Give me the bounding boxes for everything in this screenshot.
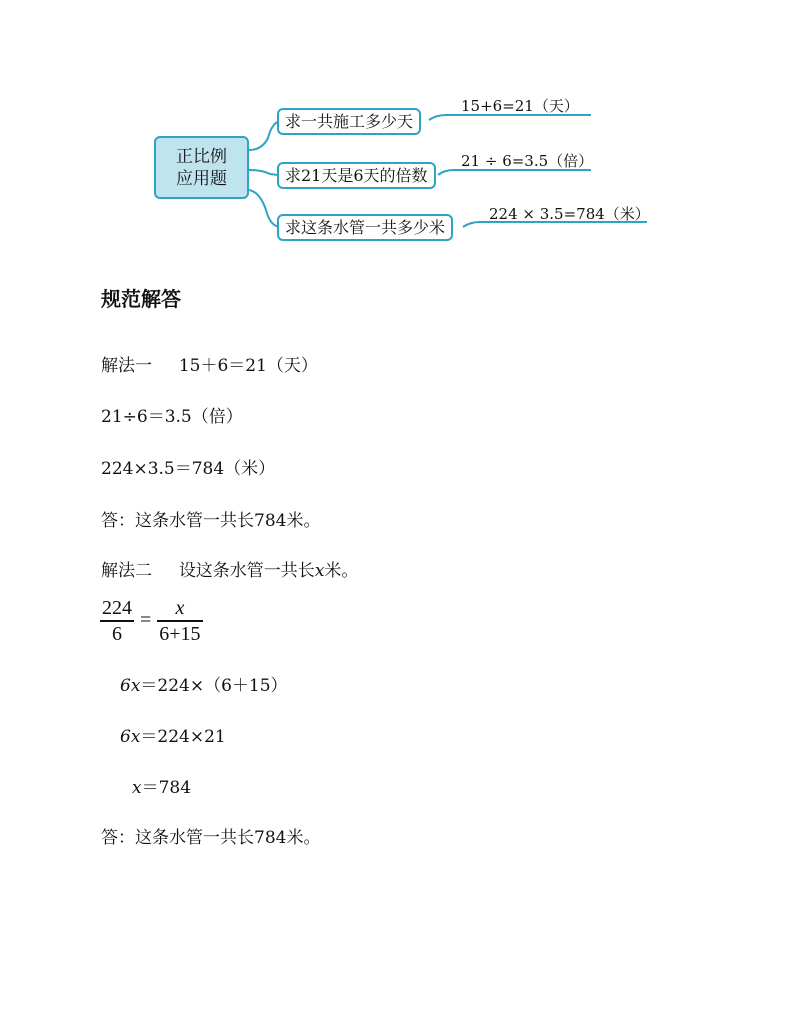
- method2-label: 解法二: [101, 561, 152, 581]
- branch-question-1: 求一共施工多少天: [285, 112, 414, 131]
- method2-step3: [132, 773, 191, 798]
- method2-intro-post: 米。: [324, 561, 359, 581]
- step3-var: x: [132, 778, 142, 798]
- fraction-left: [100, 596, 134, 646]
- fraction-left-numerator: 224: [102, 597, 132, 619]
- method2-step1: [120, 671, 288, 696]
- method1-answer: 答：这条水管一共长784米。: [101, 511, 321, 531]
- proportion-equation: [100, 596, 203, 646]
- step1-var: 6x: [120, 676, 141, 696]
- method2-intro-pre: 设这条水管一共长: [178, 561, 315, 581]
- step3-rest: ＝784: [141, 778, 192, 798]
- section-heading: 规范解答: [101, 287, 181, 311]
- connector-3: [249, 190, 280, 227]
- fraction-right-numerator: x: [175, 597, 185, 619]
- method2-intro: [101, 556, 358, 581]
- equals-sign: =: [140, 609, 152, 632]
- method1-label: 解法一: [101, 356, 152, 376]
- step1-rest: ＝224×（6＋15）: [140, 676, 288, 696]
- root-label-line1: 正比例: [176, 146, 227, 167]
- branch-result-1: 15+6=21（天）: [461, 97, 579, 115]
- step2-rest: ＝224×21: [140, 727, 226, 747]
- step2-var: 6x: [120, 727, 141, 747]
- root-label-line2: 应用题: [176, 168, 227, 189]
- fraction-right: [157, 596, 202, 646]
- branch-node-2: [277, 162, 436, 189]
- fraction-right-denominator: 6+15: [159, 622, 201, 645]
- method1-expr1: 15＋6＝21（天）: [178, 356, 318, 376]
- branch-question-2: 求21天是6天的倍数: [285, 166, 428, 185]
- fraction-left-denominator: 6: [112, 622, 122, 645]
- branch-result-3: 224 × 3.5=784（米）: [489, 205, 650, 223]
- root-node: [154, 136, 249, 199]
- branch-node-3: [277, 214, 453, 241]
- branch-question-3: 求这条水管一共多少米: [285, 218, 446, 237]
- branch-node-1: [277, 108, 421, 135]
- method1-line1: [101, 351, 318, 376]
- method2-answer: 答：这条水管一共长784米。: [101, 828, 321, 848]
- branch-result-2: 21 ÷ 6=3.5（倍）: [461, 152, 594, 170]
- method2-intro-var: x: [314, 561, 325, 581]
- method1-line3: 224×3.5＝784（米）: [101, 459, 276, 479]
- method1-line2: 21÷6＝3.5（倍）: [101, 407, 243, 427]
- connector-2: [249, 170, 278, 175]
- method2-step2: [120, 722, 226, 747]
